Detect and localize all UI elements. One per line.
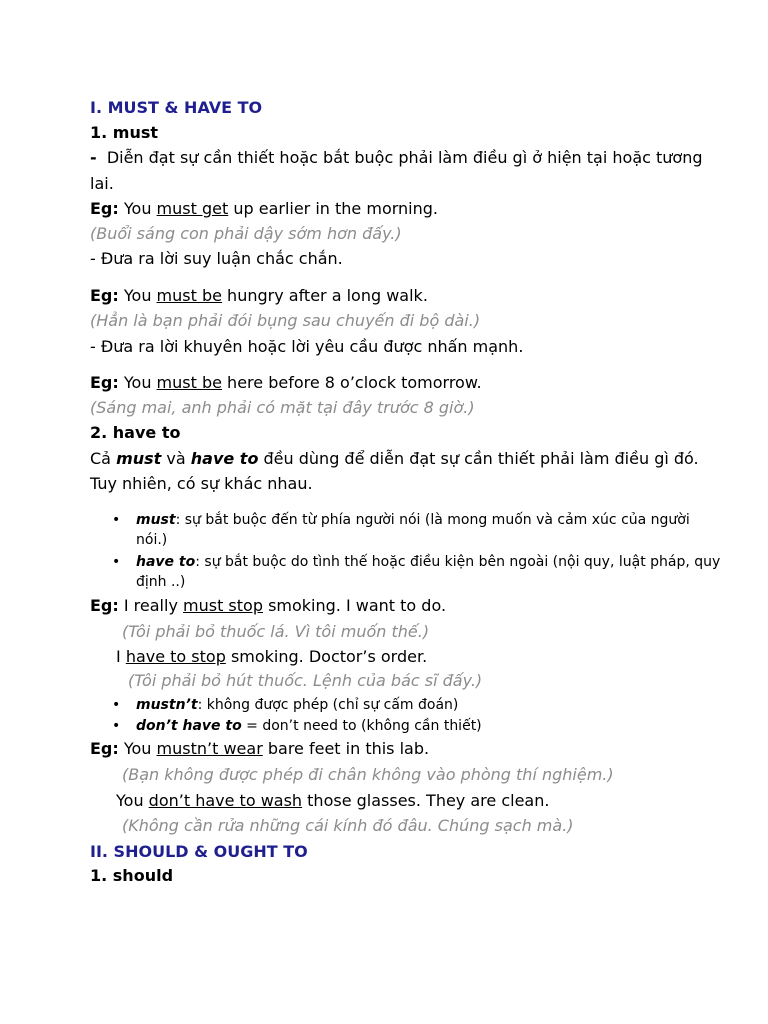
must-point-1-text: Diễn đạt sự cần thiết hoặc bắt buộc phải làm điều gì ở hiện tại hoặc tương bbox=[106, 148, 703, 167]
subheading-must: 1. must bbox=[90, 123, 159, 142]
bullet-mustnt bbox=[136, 694, 458, 716]
example-verb: must be bbox=[156, 373, 222, 392]
example-text: smoking. Doctor’s order. bbox=[225, 647, 428, 666]
translation-3: (Sáng mai, anh phải có mặt tại đây trước 8 giờ.) bbox=[90, 398, 475, 417]
eg-label: Eg: bbox=[90, 199, 119, 218]
example-text: I really bbox=[118, 596, 183, 615]
example-verb: mustn’t wear bbox=[156, 739, 263, 758]
translation-6: (Bạn không được phép đi chân không vào phòng thí nghiệm.) bbox=[122, 765, 614, 784]
example-text: here before 8 o’clock tomorrow. bbox=[221, 373, 482, 392]
bullet-term: don’t have to bbox=[136, 718, 242, 734]
eg-label: Eg: bbox=[90, 286, 119, 305]
translation-7: (Không cần rửa những cái kính đó đâu. Chúng sạch mà.) bbox=[122, 816, 574, 835]
bullet-term: must bbox=[136, 512, 176, 528]
translation-1: (Buổi sáng con phải dậy sớm hơn đấy.) bbox=[90, 224, 402, 243]
example-verb: don’t have to wash bbox=[148, 791, 303, 810]
dash: - bbox=[90, 148, 97, 167]
example-text: You bbox=[116, 791, 149, 810]
example-verb: must stop bbox=[183, 596, 263, 615]
bullet-text: : không được phép (chỉ sự cấm đoán) bbox=[197, 697, 459, 713]
example-6 bbox=[90, 738, 429, 760]
example-7 bbox=[116, 790, 549, 812]
example-text: I bbox=[116, 647, 126, 666]
subheading-should: 1. should bbox=[90, 866, 174, 885]
bullet-dot: • bbox=[112, 697, 121, 713]
eg-label: Eg: bbox=[90, 739, 119, 758]
bullet-dont-have-to bbox=[136, 715, 482, 737]
bullet-dot: • bbox=[112, 512, 121, 528]
must-point-1-cont: lai. bbox=[90, 174, 114, 193]
example-verb: have to stop bbox=[125, 647, 226, 666]
bullet-must-cont: nói.) bbox=[136, 532, 168, 548]
subheading-have-to: 2. have to bbox=[90, 423, 181, 442]
bullet-text: = don’t need to (không cần thiết) bbox=[241, 718, 482, 734]
bullet-term: mustn’t bbox=[136, 697, 198, 713]
have-to-intro-1 bbox=[90, 448, 699, 470]
example-text: bare feet in this lab. bbox=[262, 739, 430, 758]
translation-5: (Tôi phải bỏ hút thuốc. Lệnh của bác sĩ đấy.) bbox=[128, 671, 483, 690]
bullet-must bbox=[136, 509, 690, 531]
example-1 bbox=[90, 198, 438, 220]
bullet-have-to bbox=[136, 551, 720, 573]
bullet-term: have to bbox=[136, 554, 196, 570]
bullet-have-to-cont: định ..) bbox=[136, 574, 186, 590]
must-point-1 bbox=[90, 147, 703, 169]
example-text: hungry after a long walk. bbox=[221, 286, 428, 305]
translation-2: (Hẳn là bạn phải đói bụng sau chuyến đi bộ dài.) bbox=[90, 311, 481, 330]
example-verb: must be bbox=[156, 286, 222, 305]
bullet-dot: • bbox=[112, 554, 121, 570]
term-have-to: have to bbox=[190, 449, 259, 468]
eg-label: Eg: bbox=[90, 373, 119, 392]
example-text: smoking. I want to do. bbox=[262, 596, 447, 615]
translation-4: (Tôi phải bỏ thuốc lá. Vì tôi muốn thế.) bbox=[122, 622, 430, 641]
example-2 bbox=[90, 285, 428, 307]
example-5 bbox=[116, 646, 427, 668]
example-verb: must get bbox=[156, 199, 229, 218]
must-point-3: - Đưa ra lời khuyên hoặc lời yêu cầu được nhấn mạnh. bbox=[90, 337, 524, 356]
must-point-2: - Đưa ra lời suy luận chắc chắn. bbox=[90, 249, 343, 268]
intro-text: Cả bbox=[90, 449, 117, 468]
section-title-must-have-to: I. MUST & HAVE TO bbox=[90, 98, 263, 117]
example-3 bbox=[90, 372, 482, 394]
bullet-text: : sự bắt buộc đến từ phía người nói (là mong muốn và cảm xúc của người bbox=[175, 512, 690, 528]
term-must: must bbox=[116, 449, 162, 468]
intro-text: đều dùng để diễn đạt sự cần thiết phải làm điều gì đó. bbox=[258, 449, 699, 468]
eg-label: Eg: bbox=[90, 596, 119, 615]
example-text: You bbox=[123, 199, 157, 218]
section-title-should-ought-to: II. SHOULD & OUGHT TO bbox=[90, 842, 308, 861]
example-text: You bbox=[123, 286, 157, 305]
example-text: up earlier in the morning. bbox=[228, 199, 438, 218]
bullet-text: : sự bắt buộc do tình thế hoặc điều kiện bên ngoài (nội quy, luật pháp, quy bbox=[195, 554, 721, 570]
bullet-dot: • bbox=[112, 718, 121, 734]
example-text: You bbox=[118, 739, 157, 758]
have-to-intro-2: Tuy nhiên, có sự khác nhau. bbox=[90, 474, 313, 493]
example-4 bbox=[90, 595, 446, 617]
example-text: those glasses. They are clean. bbox=[302, 791, 550, 810]
example-text: You bbox=[123, 373, 157, 392]
intro-text: và bbox=[161, 449, 191, 468]
